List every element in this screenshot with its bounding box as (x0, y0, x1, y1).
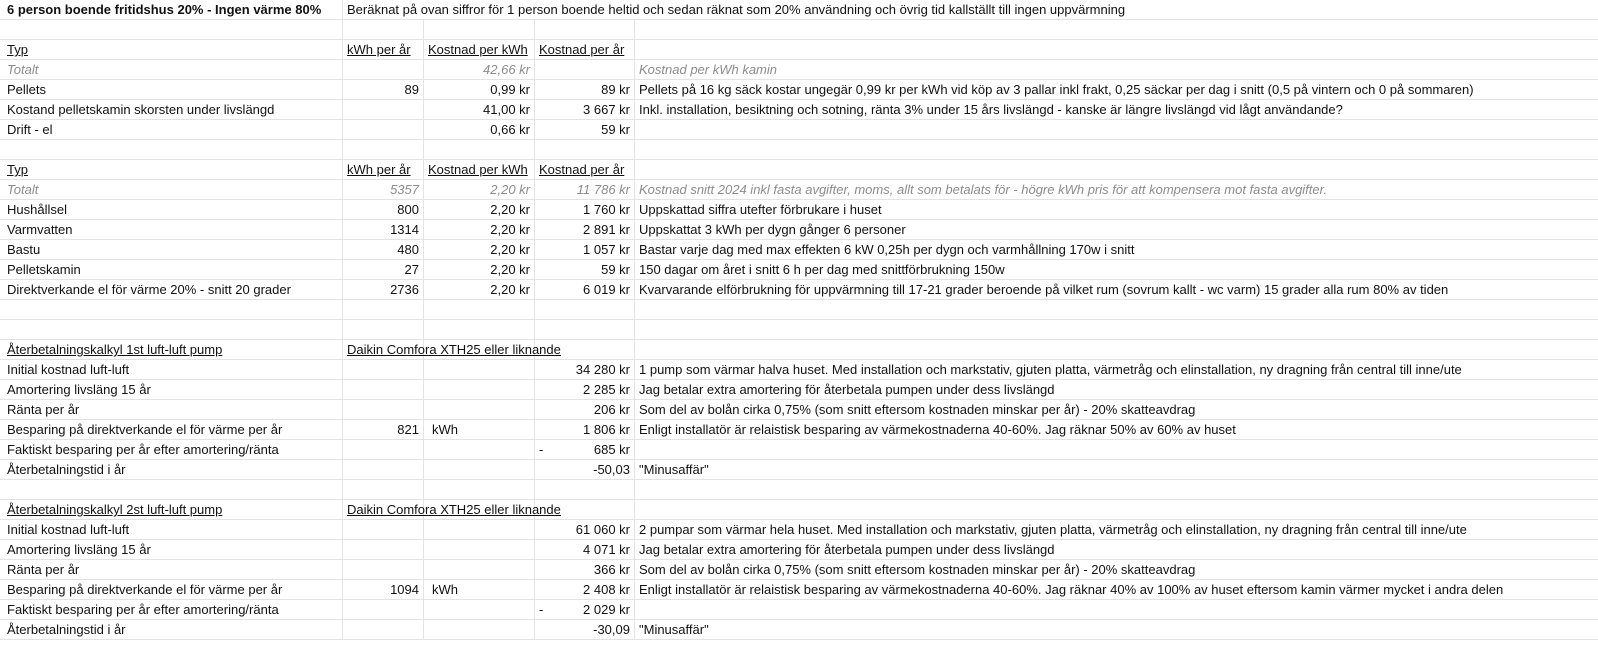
table-row (0, 520, 1598, 540)
row-value: 2 029 kr (583, 602, 630, 617)
cell[interactable] (0, 300, 343, 320)
table-row (0, 380, 1598, 400)
cell[interactable] (635, 160, 1598, 180)
row-unit-cell[interactable] (424, 380, 535, 400)
total-note[interactable]: Kostnad per kWh kamin (635, 60, 1598, 80)
table-row (0, 200, 1598, 220)
empty-row (0, 480, 1598, 500)
cell[interactable] (424, 140, 535, 160)
row-label[interactable]: Pellets (0, 80, 343, 100)
row-value: 685 kr (593, 442, 630, 457)
row-kwh[interactable]: 480 (343, 240, 424, 260)
row-value: 206 kr (593, 402, 630, 417)
row-cost-year[interactable]: 2 891 kr (535, 220, 635, 240)
cell[interactable] (535, 20, 635, 40)
cell[interactable] (0, 480, 343, 500)
section3-title[interactable]: Återbetalningskalkyl 1st luft-luft pump (0, 340, 343, 360)
row-kwh[interactable]: 821 (343, 420, 424, 440)
header-cost-kwh[interactable]: Kostnad per kWh (424, 160, 535, 180)
row-value: -50,03 (593, 462, 630, 477)
sheet-title[interactable]: 6 person boende fritidshus 20% - Ingen värme 80% (0, 0, 343, 20)
row-kwh[interactable] (343, 560, 424, 580)
row-note[interactable]: Enligt installatör är relaistisk besparing av värmekostnaderna 40-60%. Jag räknar 50% av 60% av huset (635, 420, 1598, 440)
row-kwh[interactable] (343, 620, 424, 640)
cell[interactable] (635, 320, 1598, 340)
row-value-cell[interactable] (535, 540, 635, 560)
row-note[interactable]: Bastar varje dag med max effekten 6 kW 0,25h per dygn och varmhållning 170w i snitt (635, 240, 1598, 260)
cell[interactable] (635, 140, 1598, 160)
cell[interactable] (424, 20, 535, 40)
row-unit-cell[interactable] (424, 560, 535, 580)
row-value-cell[interactable] (535, 380, 635, 400)
cell[interactable] (635, 300, 1598, 320)
row-label[interactable]: Kostand pelletskamin skorsten under livslängd (0, 100, 343, 120)
section3-model[interactable]: Daikin Comfora XTH25 eller liknande (343, 340, 424, 360)
row-value-cell[interactable] (535, 620, 635, 640)
cell[interactable] (535, 320, 635, 340)
row-kwh[interactable] (343, 600, 424, 620)
row-note[interactable]: Uppskattad siffra utefter förbrukare i huset (635, 200, 1598, 220)
section1-header-row (0, 40, 1598, 60)
row-value: 2 408 kr (583, 582, 630, 597)
table-row (0, 100, 1598, 120)
header-kwh[interactable]: kWh per år (343, 40, 424, 60)
table-row (0, 220, 1598, 240)
row-kwh[interactable] (343, 360, 424, 380)
total-kwh[interactable]: 5357 (343, 180, 424, 200)
row-unit: kWh (432, 422, 458, 437)
row-label[interactable]: Direktverkande el för värme 20% - snitt 20 grader (0, 280, 343, 300)
row-value: 34 280 kr (575, 362, 630, 377)
row-kwh[interactable] (343, 440, 424, 460)
cell[interactable] (343, 140, 424, 160)
total-cost-year[interactable]: 11 786 kr (535, 180, 635, 200)
row-label[interactable]: Återbetalningstid i år (0, 460, 343, 480)
row-note[interactable] (635, 440, 1598, 460)
table-row (0, 280, 1598, 300)
row-kwh[interactable]: 2736 (343, 280, 424, 300)
total-label[interactable]: Totalt (0, 180, 343, 200)
row-value-cell[interactable] (535, 580, 635, 600)
row-cost-year[interactable]: 59 kr (535, 120, 635, 140)
row-unit-cell[interactable] (424, 620, 535, 640)
row-unit-cell[interactable] (424, 540, 535, 560)
table-row (0, 420, 1598, 440)
row-cost-year[interactable]: 89 kr (535, 80, 635, 100)
row-note[interactable]: 150 dagar om året i snitt 6 h per dag med snittförbrukning 150w (635, 260, 1598, 280)
table-row (0, 460, 1598, 480)
row-label[interactable]: Ränta per år (0, 560, 343, 580)
cell[interactable] (343, 300, 424, 320)
row-note[interactable]: Som del av bolån cirka 0,75% (som snitt eftersom kostnaden minskar per år) - 20% skatteavdrag (635, 560, 1598, 580)
empty-row (0, 320, 1598, 340)
row-note[interactable]: Som del av bolån cirka 0,75% (som snitt eftersom kostnaden minskar per år) - 20% skatteavdrag (635, 400, 1598, 420)
total-cost-kwh[interactable]: 2,20 kr (424, 180, 535, 200)
header-typ[interactable]: Typ (0, 40, 343, 60)
row-cost-kwh[interactable]: 2,20 kr (424, 220, 535, 240)
row-note[interactable]: 1 pump som värmar halva huset. Med installation och markstativ, gjuten platta, värmetråg och elinstallation, ny dragning från central till inne/ute (635, 360, 1598, 380)
cell[interactable] (0, 320, 343, 340)
row-cost-kwh[interactable]: 0,99 kr (424, 80, 535, 100)
cell[interactable] (343, 320, 424, 340)
section4-model[interactable]: Daikin Comfora XTH25 eller liknande (343, 500, 424, 520)
row-label[interactable]: Pelletskamin (0, 260, 343, 280)
row-unit-cell[interactable] (424, 520, 535, 540)
row-dash: - (539, 442, 544, 457)
cell[interactable] (535, 480, 635, 500)
section4-title[interactable]: Återbetalningskalkyl 2st luft-luft pump (0, 500, 343, 520)
total-cost-kwh[interactable]: 42,66 kr (424, 60, 535, 80)
header-kwh[interactable]: kWh per år (343, 160, 424, 180)
cell[interactable] (343, 20, 424, 40)
row-cost-kwh[interactable]: 2,20 kr (424, 200, 535, 220)
row-kwh[interactable] (343, 520, 424, 540)
row-kwh[interactable]: 800 (343, 200, 424, 220)
row-cost-kwh[interactable]: 2,20 kr (424, 280, 535, 300)
header-cost-year[interactable]: Kostnad per år (535, 40, 635, 60)
row-value-cell[interactable] (535, 360, 635, 380)
table-row (0, 400, 1598, 420)
cell[interactable] (0, 20, 343, 40)
cell[interactable] (635, 20, 1598, 40)
cell[interactable] (424, 320, 535, 340)
table-row (0, 120, 1598, 140)
row-label[interactable]: Initial kostnad luft-luft (0, 360, 343, 380)
row-note[interactable]: Kvarvarande elförbrukning för uppvärmning till 17-21 grader beroende på vilket rum (sovrum kallt - wc varm) 15 grader alla rum 80% av tiden (635, 280, 1598, 300)
header-typ[interactable]: Typ (0, 160, 343, 180)
table-row (0, 360, 1598, 380)
table-row (0, 440, 1598, 460)
row-label[interactable]: Hushållsel (0, 200, 343, 220)
row-label[interactable]: Bastu (0, 240, 343, 260)
row-unit-cell[interactable] (424, 440, 535, 460)
cell[interactable] (635, 40, 1598, 60)
row-label[interactable]: Besparing på direktverkande el för värme per år (0, 420, 343, 440)
empty-row (0, 300, 1598, 320)
table-row (0, 560, 1598, 580)
row-value-cell[interactable] (535, 440, 635, 460)
total-label[interactable]: Totalt (0, 60, 343, 80)
cell[interactable] (635, 480, 1598, 500)
cell[interactable] (0, 140, 343, 160)
empty-row (0, 140, 1598, 160)
section4-header-row (0, 500, 1598, 520)
row-value-cell[interactable] (535, 520, 635, 540)
row-unit-cell[interactable] (424, 420, 535, 440)
header-cost-kwh[interactable]: Kostnad per kWh (424, 40, 535, 60)
row-label[interactable]: Varmvatten (0, 220, 343, 240)
table-row (0, 540, 1598, 560)
row-label[interactable]: Besparing på direktverkande el för värme per år (0, 580, 343, 600)
header-cost-year[interactable]: Kostnad per år (535, 160, 635, 180)
row-value-cell[interactable] (535, 420, 635, 440)
row-cost-kwh[interactable]: 0,66 kr (424, 120, 535, 140)
row-label[interactable]: Faktiskt besparing per år efter amortering/ränta (0, 600, 343, 620)
row-label[interactable]: Initial kostnad luft-luft (0, 520, 343, 540)
row-note[interactable] (635, 120, 1598, 140)
row-kwh[interactable]: 1094 (343, 580, 424, 600)
row-cost-kwh[interactable]: 2,20 kr (424, 260, 535, 280)
row-value: 2 285 kr (583, 382, 630, 397)
row-value-cell[interactable] (535, 400, 635, 420)
row-label[interactable]: Ränta per år (0, 400, 343, 420)
row-label[interactable]: Drift - el (0, 120, 343, 140)
row-note[interactable]: "Minusaffär" (635, 460, 1598, 480)
row-note[interactable]: "Minusaffär" (635, 620, 1598, 640)
total-note[interactable]: Kostnad snitt 2024 inkl fasta avgifter, moms, allt som betalats för - högre kWh pris för att kompensera mot fasta avgifter. (635, 180, 1598, 200)
section2-header-row (0, 160, 1598, 180)
total-cost-year[interactable] (535, 60, 635, 80)
row-note[interactable]: Enligt installatör är relaistisk besparing av värmekostnaderna 40-60%. Jag räknar 40% av 100% av huset eftersom kamin värmer mycket i andra delen (635, 580, 1598, 600)
row-label[interactable]: Återbetalningstid i år (0, 620, 343, 640)
row-kwh[interactable] (343, 400, 424, 420)
table-row (0, 600, 1598, 620)
section1-total-row (0, 60, 1598, 80)
cell[interactable] (535, 300, 635, 320)
row-value: -30,09 (593, 622, 630, 637)
row-kwh[interactable] (343, 100, 424, 120)
row-cost-year[interactable]: 3 667 kr (535, 100, 635, 120)
row-label[interactable]: Amortering livsläng 15 år (0, 380, 343, 400)
row-note[interactable]: Pellets på 16 kg säck kostar ungegär 0,99 kr per kWh vid köp av 3 pallar inkl frakt, 0,25 säckar per dag i snitt (0,5 på vintern och 0 på sommaren) (635, 80, 1598, 100)
row-kwh[interactable] (343, 460, 424, 480)
row-unit: kWh (432, 582, 458, 597)
cell[interactable] (343, 480, 424, 500)
row-unit-cell[interactable] (424, 400, 535, 420)
row-cost-year[interactable]: 6 019 kr (535, 280, 635, 300)
row-value: 61 060 kr (575, 522, 630, 537)
row-unit-cell[interactable] (424, 460, 535, 480)
row-note[interactable]: 2 pumpar som värmar hela huset. Med installation och markstativ, gjuten platta, värmetråg och elinstallation, ny dragning från central till inne/ute (635, 520, 1598, 540)
row-note[interactable]: Uppskattat 3 kWh per dygn gånger 6 personer (635, 220, 1598, 240)
row-kwh[interactable]: 1314 (343, 220, 424, 240)
total-kwh[interactable] (343, 60, 424, 80)
cell[interactable] (635, 340, 1598, 360)
row-note[interactable] (635, 600, 1598, 620)
row-value: 1 806 kr (583, 422, 630, 437)
cell[interactable] (424, 480, 535, 500)
title-note[interactable]: Beräknat på ovan siffror för 1 person boende heltid och sedan räknat som 20% användning och övrig tid kallställt till ingen uppvärmning (343, 0, 1598, 20)
title-row (0, 0, 1598, 20)
row-value: 4 071 kr (583, 542, 630, 557)
row-note[interactable]: Inkl. installation, besiktning och sotning, ränta 3% under 15 års livslängd - kanske är längre livslängd vid lågt användande? (635, 100, 1598, 120)
row-note[interactable]: Jag betalar extra amortering för återbetala pumpen under dess livslängd (635, 380, 1598, 400)
empty-row (0, 20, 1598, 40)
row-kwh[interactable] (343, 120, 424, 140)
row-value-cell[interactable] (535, 560, 635, 580)
row-cost-year[interactable]: 59 kr (535, 260, 635, 280)
table-row (0, 620, 1598, 640)
row-dash: - (539, 602, 544, 617)
row-label[interactable]: Amortering livsläng 15 år (0, 540, 343, 560)
row-value: 366 kr (593, 562, 630, 577)
row-unit-cell[interactable] (424, 360, 535, 380)
table-row (0, 580, 1598, 600)
row-value-cell[interactable] (535, 600, 635, 620)
cell[interactable] (535, 140, 635, 160)
row-value-cell[interactable] (535, 460, 635, 480)
row-cost-kwh[interactable]: 2,20 kr (424, 240, 535, 260)
row-kwh[interactable] (343, 540, 424, 560)
table-row (0, 260, 1598, 280)
row-unit-cell[interactable] (424, 600, 535, 620)
row-cost-year[interactable]: 1 057 kr (535, 240, 635, 260)
row-kwh[interactable] (343, 380, 424, 400)
row-note[interactable]: Jag betalar extra amortering för återbetala pumpen under dess livslängd (635, 540, 1598, 560)
row-label[interactable]: Faktiskt besparing per år efter amortering/ränta (0, 440, 343, 460)
row-cost-year[interactable]: 1 760 kr (535, 200, 635, 220)
row-unit-cell[interactable] (424, 580, 535, 600)
table-row (0, 80, 1598, 100)
cell[interactable] (424, 300, 535, 320)
row-kwh[interactable]: 89 (343, 80, 424, 100)
cell[interactable] (635, 500, 1598, 520)
section2-total-row (0, 180, 1598, 200)
row-kwh[interactable]: 27 (343, 260, 424, 280)
table-row (0, 240, 1598, 260)
section3-header-row (0, 340, 1598, 360)
row-cost-kwh[interactable]: 41,00 kr (424, 100, 535, 120)
